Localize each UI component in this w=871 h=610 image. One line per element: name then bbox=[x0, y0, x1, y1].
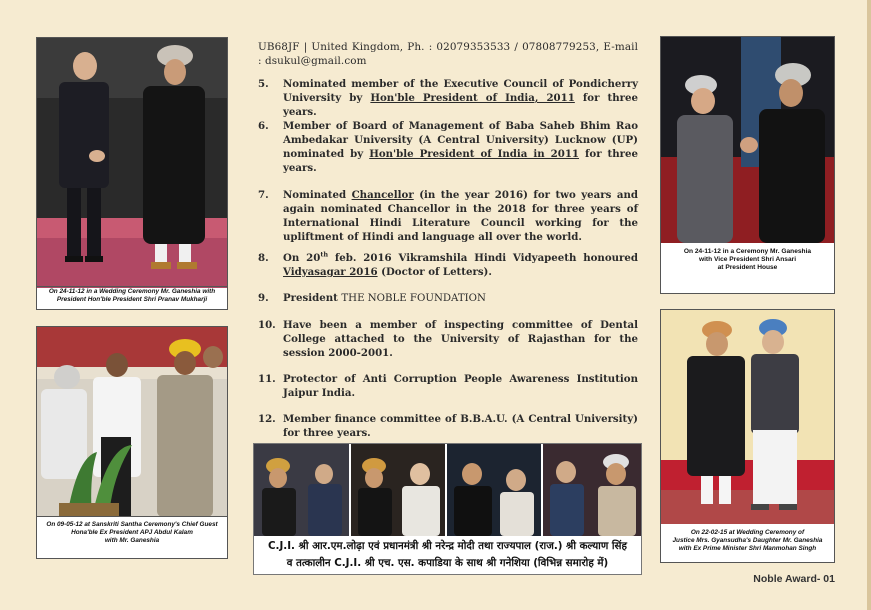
item-superscript: th bbox=[320, 250, 329, 259]
foundation-name: THE NOBLE FOUNDATION bbox=[341, 293, 486, 304]
caption-line: On 24-11-12 in a Ceremony Mr. Ganeshia bbox=[683, 248, 812, 255]
page-footer: Noble Award- 01 bbox=[753, 573, 835, 585]
photo-image bbox=[37, 327, 227, 517]
item-text: Nominated bbox=[283, 189, 352, 201]
list-item bbox=[258, 119, 638, 175]
list-item bbox=[258, 372, 638, 400]
photo-caption bbox=[37, 516, 227, 558]
photo-image bbox=[37, 38, 227, 288]
list-item bbox=[258, 318, 638, 360]
item-text: On 20 bbox=[283, 252, 321, 264]
item-number: 11. bbox=[258, 373, 276, 385]
item-text: President bbox=[283, 292, 342, 304]
item-number: 12. bbox=[258, 413, 276, 425]
item-text: Member finance committee of B.B.A.U. (A Central University) for three years. bbox=[283, 413, 638, 439]
caption-line: On 22-02-15 at Wedding Ceremony of bbox=[690, 529, 805, 536]
caption-line: On 09-05-12 at Sanskriti Santha Ceremony's Chief Guest bbox=[46, 521, 218, 528]
collage-caption-line: व तत्कालीन C.J.I. श्री एच. एस. कपाडिया के साथ श्री गनेशिया (विभिन्न समारोह में) bbox=[286, 557, 609, 569]
page-edge bbox=[867, 0, 871, 610]
photo-caption bbox=[661, 524, 834, 562]
caption-line: with Vice President Shri Ansari bbox=[698, 256, 797, 263]
item-text: feb. 2016 Vikramshila Hindi Vidyapeeth honoured bbox=[328, 252, 638, 264]
item-text: (in the year 2016) for two years and again nominated Chancellor in the 2018 for three years of International Hindi Literature Council working for the upliftment of Hindi and language all over the world. bbox=[283, 189, 638, 243]
collage-caption-line: C.J.I. श्री आर.एम.लोढ़ा एवं प्रधानमंत्री श्री नरेन्द्र मोदी तथा राज्यपाल (राज.) श्री कल्याण सिंह bbox=[268, 540, 627, 552]
item-number: 8. bbox=[258, 252, 269, 264]
item-text: Nominated member of the Executive Council of Pondicherry University by bbox=[283, 78, 638, 104]
item-underlined: Hon'ble President of India in 2011 bbox=[369, 148, 580, 160]
item-text: for three years. bbox=[283, 92, 638, 118]
item-text: Protector of Anti Corruption People Awareness Institution Jaipur India. bbox=[283, 373, 638, 399]
item-text: (Doctor of Letters). bbox=[377, 266, 492, 278]
list-item bbox=[258, 251, 638, 279]
item-number: 9. bbox=[258, 292, 269, 304]
photo-wedding-pranav bbox=[36, 37, 228, 310]
item-text: for three years. bbox=[283, 148, 638, 174]
caption-line: with Ex Prime Minister Shri Manmohan Singh bbox=[678, 545, 817, 552]
list-item bbox=[258, 412, 638, 440]
photo-kalam bbox=[36, 326, 228, 559]
item-number: 6. bbox=[258, 120, 269, 132]
caption-line: President Hon'ble President Shri Pranav Mukharji bbox=[56, 296, 208, 303]
collage-caption bbox=[254, 538, 641, 574]
item-underlined: Chancellor bbox=[351, 189, 414, 201]
caption-line: Justice Mrs. Gyansudha's Daughter Mr. Ganeshia bbox=[672, 537, 823, 544]
main-text bbox=[258, 40, 638, 440]
photo-caption bbox=[37, 286, 227, 309]
photo-collage bbox=[253, 443, 642, 575]
item-number: 5. bbox=[258, 78, 269, 90]
photo-caption bbox=[661, 241, 834, 293]
list-item bbox=[258, 291, 638, 306]
list-item bbox=[258, 77, 638, 119]
list-item bbox=[258, 188, 638, 244]
photo-ansari bbox=[660, 36, 835, 294]
item-number: 10. bbox=[258, 319, 276, 331]
contact-info: UB68JF | United Kingdom, Ph. : 02079353533 / 07808779253, E-mail : dsukul@gmail.com bbox=[258, 41, 638, 67]
photo-image bbox=[661, 310, 834, 524]
caption-line: On 24-11-12 in a Wedding Ceremony Mr. Ganeshia with bbox=[48, 288, 216, 295]
item-underlined: Hon'ble President of India, 2011 bbox=[370, 92, 575, 104]
caption-line: with Mr. Ganeshia bbox=[104, 537, 160, 544]
photo-manmohan bbox=[660, 309, 835, 563]
caption-line: at President House bbox=[717, 264, 778, 271]
item-number: 7. bbox=[258, 189, 269, 201]
item-underlined: Vidyasagar 2016 bbox=[283, 266, 378, 278]
photo-image bbox=[661, 37, 834, 243]
collage-photos bbox=[254, 444, 641, 536]
item-text: Member of Board of Management of Baba Saheb Bhim Rao Ambedakar University (A Central University) Lucknow (UP) nominated by bbox=[283, 120, 638, 160]
item-text: Have been a member of inspecting committee of Dental College attached to the University of Rajasthan for the session 2000-2001. bbox=[283, 319, 638, 359]
caption-line: Hona'ble Ex President APJ Abdul Kalam bbox=[71, 529, 193, 536]
